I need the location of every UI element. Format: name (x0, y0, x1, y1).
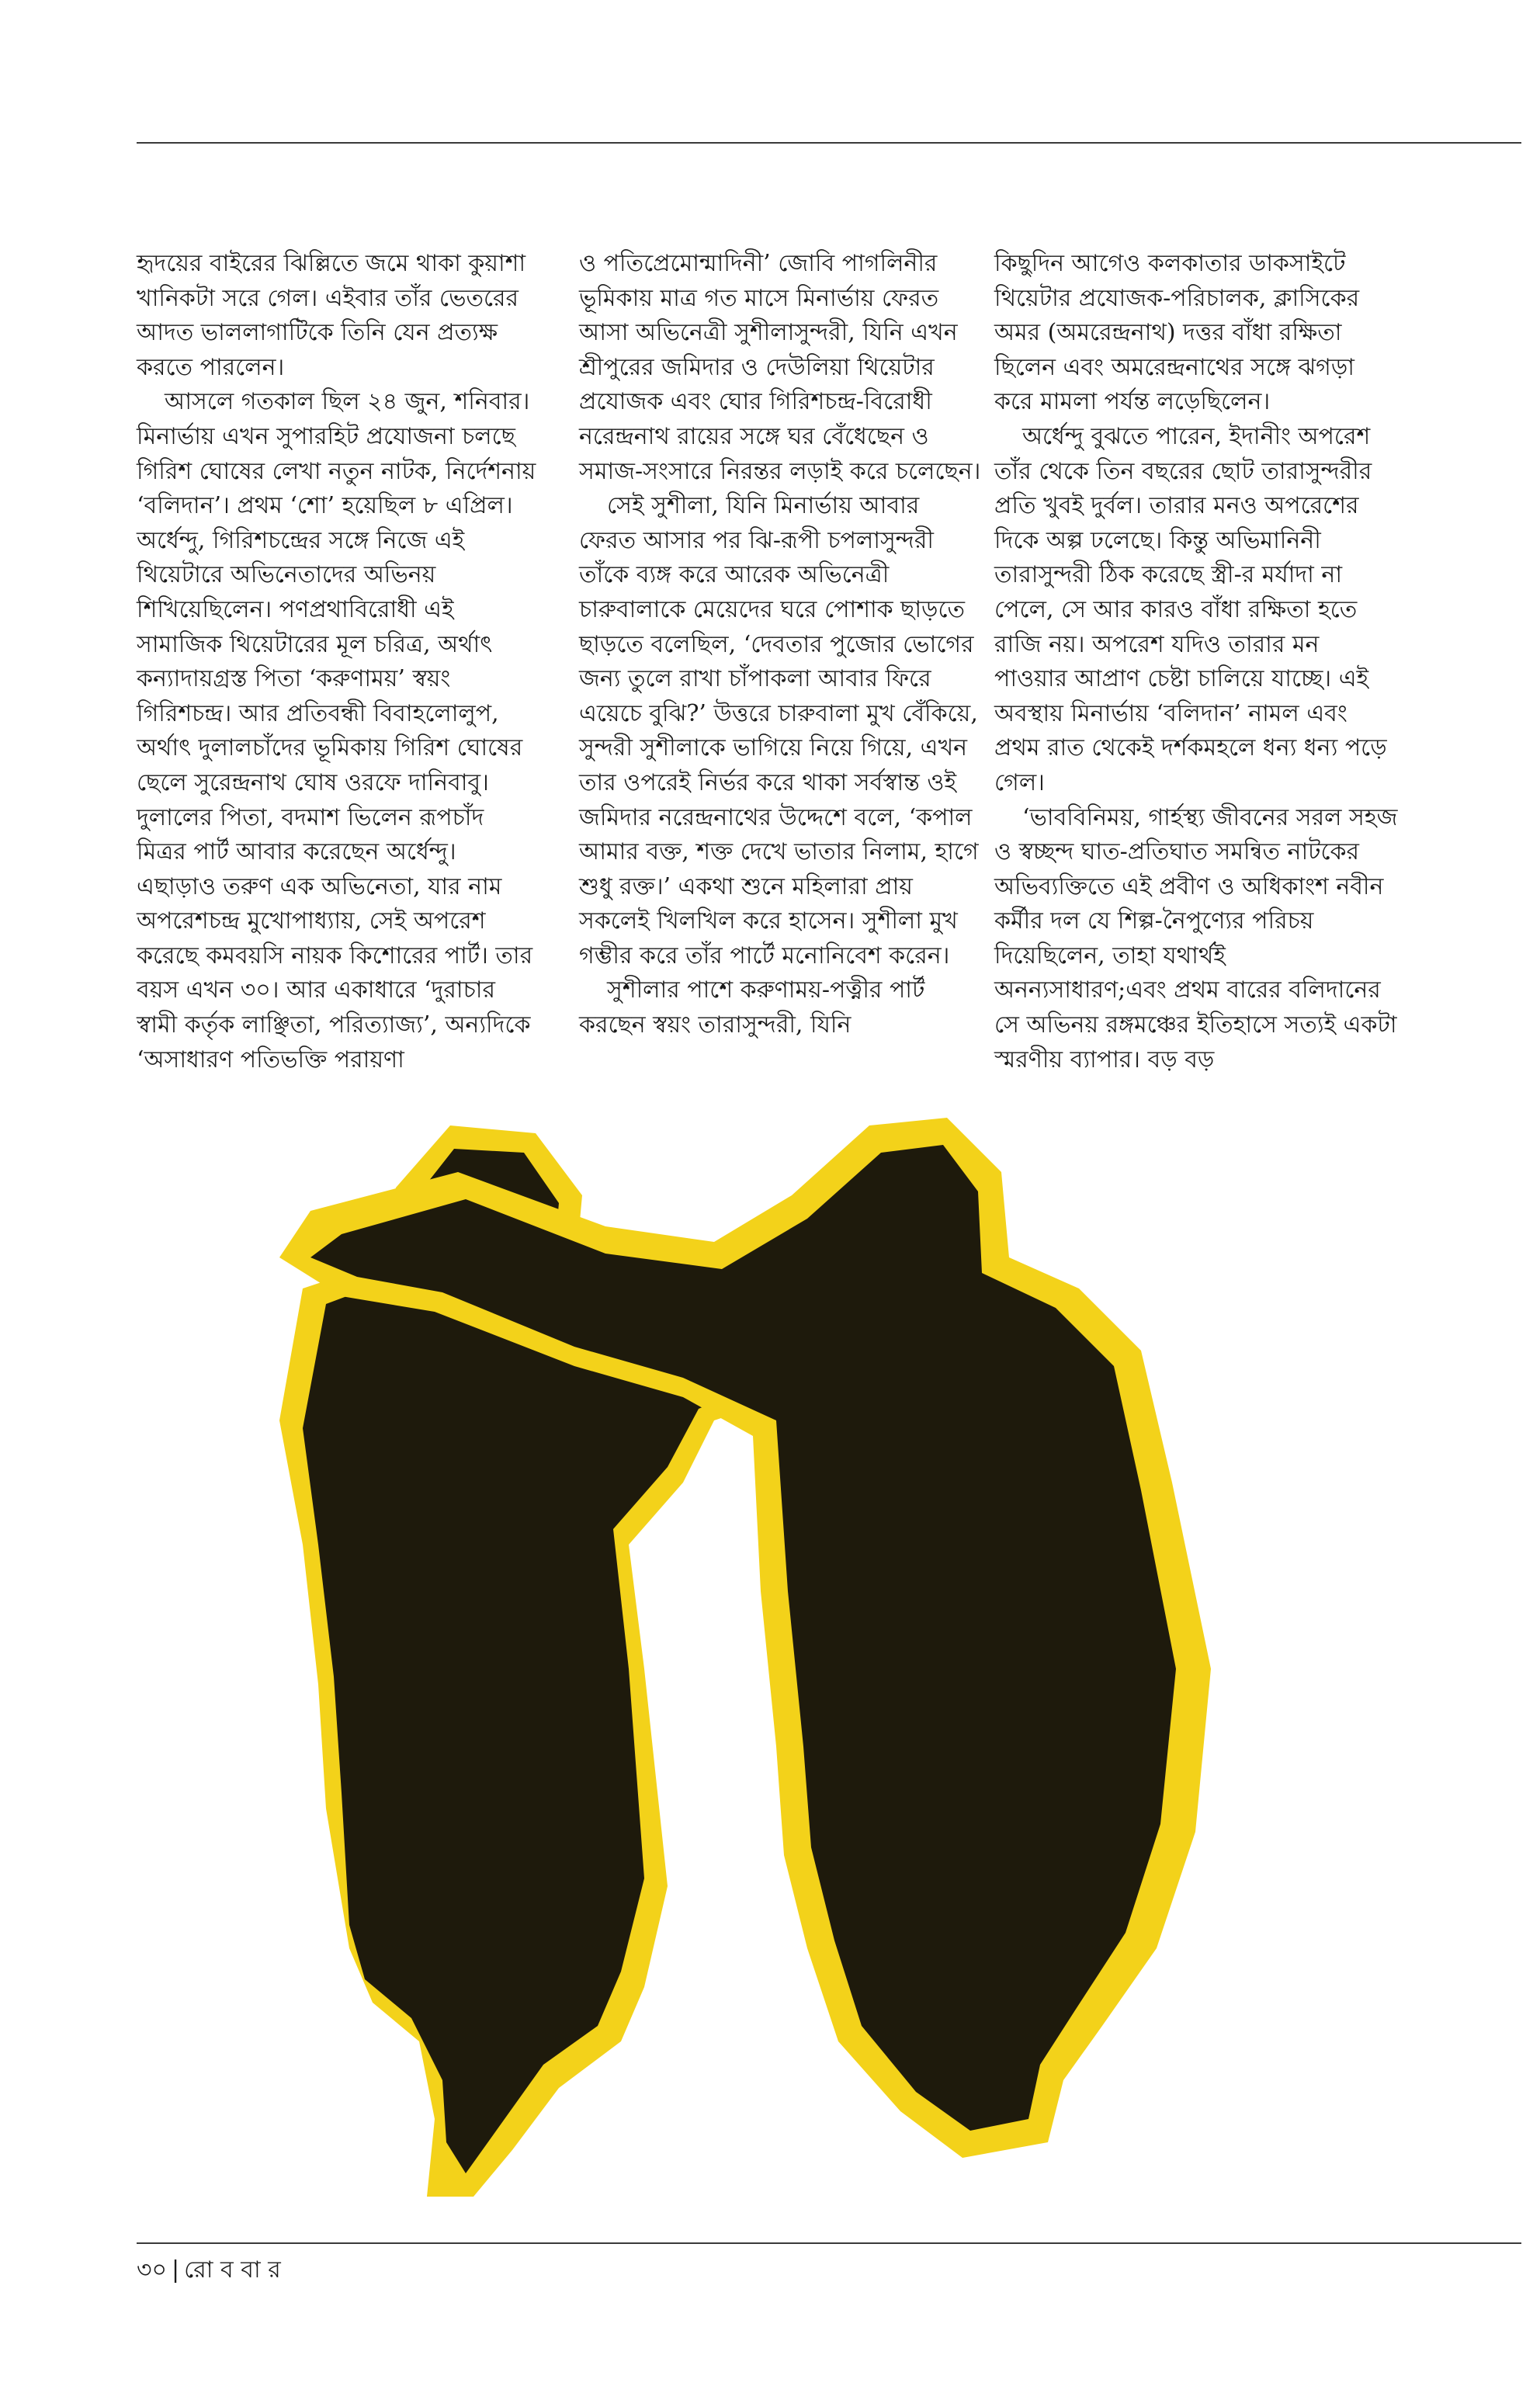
footer-separator: | (172, 2256, 180, 2284)
article-column-1 (137, 247, 540, 1077)
article-column-2 (579, 247, 983, 1043)
article-column-3 (994, 247, 1398, 1077)
paragraph: অর্ধেন্দু বুঝতে পারেন, ইদানীং অপরেশ তাঁর থেকে তিন বছরের ছোট তারাসুন্দরীর প্রতি খুবই দুর্বল। তারার মনও অপরেশের দিকে অল্প ঢলেছে। কিন্তু অভিমানিনী তারাসুন্দরী ঠিক করেছে স্ত্রী-র মর্যাদা না পেলে, সে আর কারও বাঁধা রক্ষিতা হতে রাজি নয়। অপরেশ যদিও তারার মন পাওয়ার আপ্রাণ চেষ্টা চালিয়ে যাচ্ছে। এই অবস্থায় মিনার্ভায় ‘বলিদান’ নামল এবং প্রথম রাত থেকেই দর্শকমহলে ধন্য ধন্য পড়ে গেল। (994, 422, 1387, 796)
page-number: ৩০ (137, 2256, 168, 2284)
paragraph: আসলে গতকাল ছিল ২৪ জুন, শনিবার। মিনার্ভায় এখন সুপারহিট প্রযোজনা চলছে গিরিশ ঘোষের লেখা নতুন নাটক, নির্দেশনায় ‘বলিদান’। প্রথম ‘শো’ হয়েছিল ৮ এপ্রিল। অর্ধেন্দু, গিরিশচন্দ্রের সঙ্গে নিজে এই থিয়েটারে অভিনেতাদের অভিনয় শিখিয়েছিলেন। পণপ্রথাবিরোধী এই সামাজিক থিয়েটারের মূল চরিত্র, অর্থাৎ কন্যাদায়গ্রস্ত পিতা ‘করুণাময়’ স্বয়ং গিরিশচন্দ্র। আর প্রতিবন্ধী বিবাহলোলুপ, অর্থাৎ দুলালচাঁদের ভূমিকায় গিরিশ ঘোষের ছেলে সুরেন্দ্রনাথ ঘোষ ওরফে দানিবাবু। দুলালের পিতা, বদমাশ ভিলেন রূপচাঁদ মিত্রর পার্ট আবার করেছেন অর্ধেন্দু। এছাড়াও তরুণ এক অভিনেতা, যার নাম অপরেশচন্দ্র মুখোপাধ্যায়, সেই অপরেশ করেছে কমবয়সি নায়ক কিশোরের পার্ট। তার বয়স এখন ৩০। আর একাধারে ‘দুরাচার স্বামী কর্তৃক লাঞ্ছিতা, পরিত্যাজ্য’, অন্যদিকে ‘অসাধারণ পতিভক্তি পরায়ণা (137, 388, 536, 1073)
magazine-name: রো ব বা র (184, 2256, 281, 2284)
paragraph: ‘ভাববিনিময়, গার্হস্থ্য জীবনের সরল সহজ ও স্বচ্ছন্দ ঘাত-প্রতিঘাত সমন্বিত নাটকের অভিব্যক্তিতে এই প্রবীণ ও অধিকাংশ নবীন কর্মীর দল যে শিল্প-নৈপুণ্যের পরিচয় দিয়েছিলেন, তাহা যথার্থই অনন্যসাধারণ;এবং প্রথম বারের বলিদানের সে অভিনয় রঙ্গমঞ্চের ইতিহাসে সত্যই একটা স্মরণীয় ব্যাপার। বড় বড় (994, 803, 1398, 1073)
bottom-rule (137, 2242, 1521, 2244)
paragraph: হৃদয়ের বাইরের ঝিল্লিতে জমে থাকা কুয়াশা খানিকটা সরে গেল। এইবার তাঁর ভেতরের আদত ভাললাগাটিকে তিনি যেন প্রত্যক্ষ করতে পারলেন। (137, 250, 526, 381)
paragraph: সেই সুশীলা, যিনি মিনার্ভায় আবার ফেরত আসার পর ঝি-রূপী চপলাসুন্দরী তাঁকে ব্যঙ্গ করে আরেক অভিনেত্রী চারুবালাকে মেয়েদের ঘরে পোশাক ছাড়তে ছাড়তে বলেছিল, ‘দেবতার পুজোর ভোগের জন্য তুলে রাখা চাঁপাকলা আবার ফিরে এয়েচে বুঝি?’ উত্তরে চারুবালা মুখ বেঁকিয়ে, সুন্দরী সুশীলাকে ভাগিয়ে নিয়ে গিয়ে, এখন তার ওপরেই নির্ভর করে থাকা সর্বস্বান্ত ওই জমিদার নরেন্দ্রনাথের উদ্দেশে বলে, ‘কপাল আমার বক্ত, শক্ত দেখে ভাতার নিলাম, হাগে শুধু রক্ত।’ একথা শুনে মহিলারা প্রায় সকলেই খিলখিল করে হাসেন। সুশীলা মুখ গম্ভীর করে তাঁর পার্টে মনোনিবেশ করেন। (579, 492, 979, 969)
page-footer (137, 2255, 281, 2286)
paragraph: সুশীলার পাশে করুণাময়-পত্নীর পার্ট করছেন স্বয়ং তারাসুন্দরী, যিনি (579, 976, 925, 1039)
top-rule (137, 142, 1521, 144)
paragraph: ও পতিপ্রেমোন্মাদিনী’ জোবি পাগলিনীর ভূমিকায় মাত্র গত মাসে মিনার্ভায় ফেরত আসা অভিনেত্রী সুশীলাসুন্দরী, যিনি এখন শ্রীপুরের জমিদার ও দেউলিয়া থিয়েটার প্রযোজক এবং ঘোর গিরিশচন্দ্র-বিরোধী নরেন্দ্রনাথ রায়ের সঙ্গে ঘর বেঁধেছেন ও সমাজ-সংসারে নিরন্তর লড়াই করে চলেছেন। (579, 250, 981, 485)
illustration-two-figures (279, 1110, 1397, 2212)
paragraph: কিছুদিন আগেও কলকাতার ডাকসাইটে থিয়েটার প্রযোজক-পরিচালক, ক্লাসিকের অমর (অমরেন্দ্রনাথ) দত্তর বাঁধা রক্ষিতা ছিলেন এবং অমরেন্দ্রনাথের সঙ্গে ঝগড়া করে মামলা পর্যন্ত লড়েছিলেন। (994, 250, 1360, 416)
